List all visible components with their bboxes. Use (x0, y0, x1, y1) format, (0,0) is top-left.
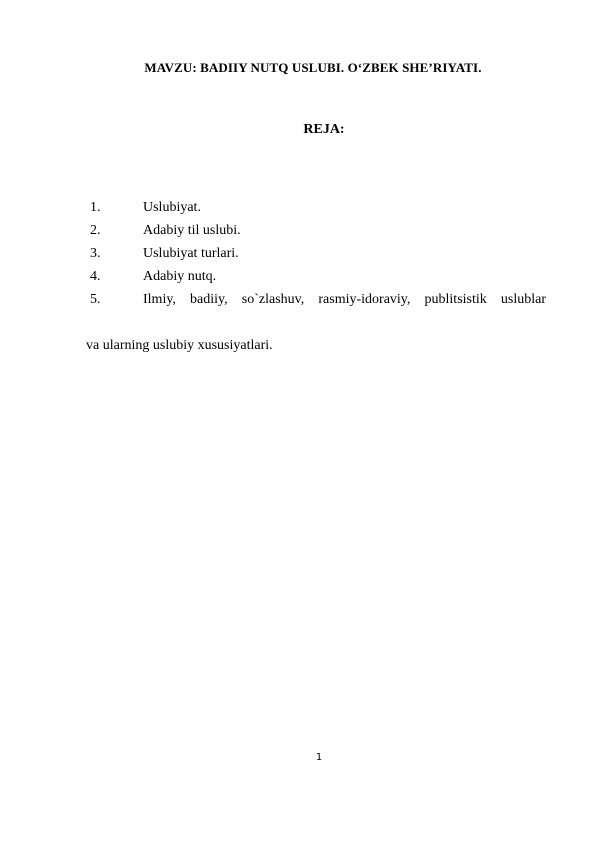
plan-heading: REJA: (303, 122, 345, 137)
plan-item-number: 1. (90, 200, 101, 215)
plan-item (88, 265, 546, 288)
plan-item (88, 288, 546, 311)
plan-item-text: Adabiy til uslubi. (143, 223, 241, 238)
plan-list (88, 196, 546, 311)
plan-item-text: Uslubiyat. (143, 200, 201, 215)
plan-item-continuation: va ularning uslubiy xususiyatlari. (86, 338, 273, 353)
plan-item-number: 4. (90, 269, 101, 284)
plan-item-text: Adabiy nutq. (143, 269, 217, 284)
plan-item (88, 219, 546, 242)
document-title: MAVZU: BADIIY NUTQ USLUBI. O‘ZBEK SHE’RIYATI. (144, 60, 482, 75)
plan-item-number: 5. (90, 292, 101, 307)
plan-item-number: 2. (90, 223, 101, 238)
plan-item (88, 196, 546, 219)
plan-item (88, 242, 546, 265)
plan-item-number: 3. (90, 246, 101, 261)
plan-item-text: Ilmiy, badiiy, so`zlashuv, rasmiy-idoraviy, publitsistik uslublar (143, 292, 546, 307)
page-number: 1 (315, 752, 323, 763)
plan-item-text: Uslubiyat turlari. (143, 246, 239, 261)
